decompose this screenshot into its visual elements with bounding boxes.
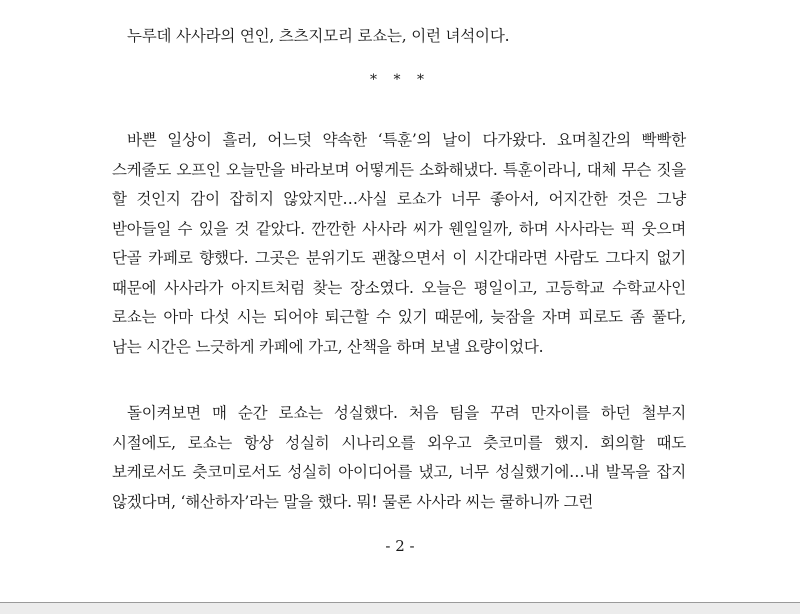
page-number: - 2 - xyxy=(385,537,415,555)
paragraph-intro: 누루데 사사라의 연인, 츠츠지모리 로쇼는, 이런 녀석이다. xyxy=(127,27,510,45)
paragraph-body-1: 바쁜 일상이 흘러, 어느덧 약속한 ‘특훈’의 날이 다가왔다. 요며칠간의 빡빡한 스케줄도 오프인 오늘만을 바라보며 어떻게든 소화해냈다. 특훈이라니, 대체 무슨 짓을 할 것인지 감이 잡히지 않았지만…사실 로쇼가 너무 좋아서, 어지간한 것은 그냥 받아들일 수 있을 것 같았다. 깐깐한 사사라 씨가 웬일일까, 하며 사사라는 픽 웃으며 단골 카페로 향했다. 그곳은 분위기도 괜찮으면서 이 시간대라면 사람도 그다지 없기 때문에 사사라가 아지트처럼 찾는 장소였다. 오늘은 평일이고, 고등학교 수학교사인 로쇼는 아마 다섯 시는 되어야 퇴근할 수 있기 때문에, 늦잠을 자며 피로도 좀 풀다, 남는 시간은 느긋하게 카페에 가고, 산책을 하며 보낼 요량이었다. xyxy=(112,131,686,356)
next-page-gap[interactable] xyxy=(0,603,800,614)
section-separator: * * * xyxy=(370,72,430,88)
paragraph-body-2: 돌이켜보면 매 순간 로쇼는 성실했다. 처음 팀을 꾸려 만자이를 하던 철부지 시절에도, 로쇼는 항상 성실히 시나리오를 외우고 츳코미를 했지. 회의할 때도 보케로서도 츳코미로서도 성실히 아이디어를 냈고, 너무 성실했기에…내 발목을 잡지 않겠다며, ‘해산하자’라는 말을 했다. 뭐! 물론 사사라 씨는 쿨하니까 그런 xyxy=(112,404,686,511)
